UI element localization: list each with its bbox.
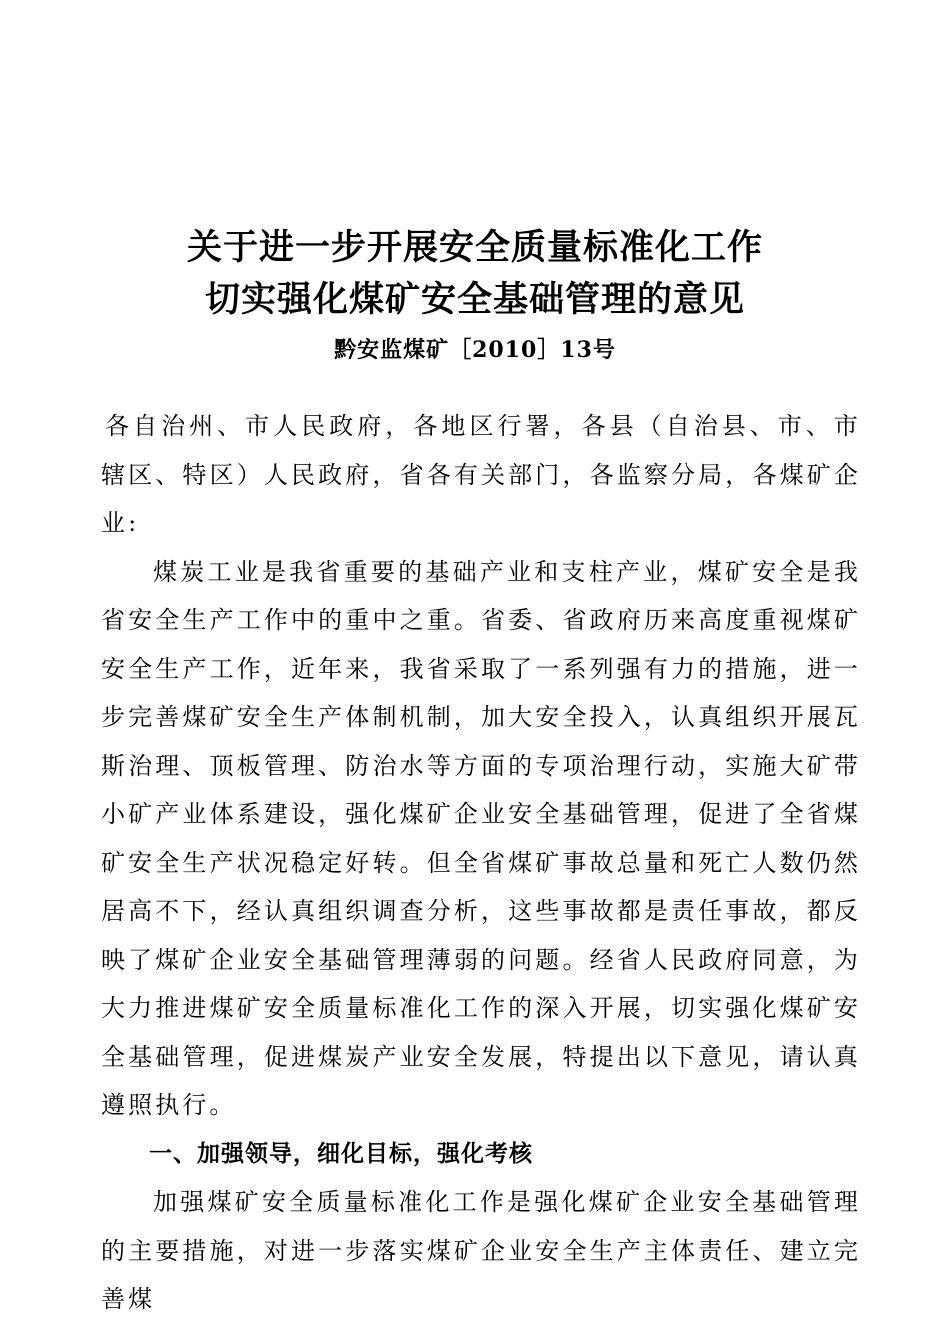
salutation: 各自治州、市人民政府，各地区行署，各县（自治县、市、市辖区、特区）人民政府，省各有关部门，各监察分局，各煤矿企业: xyxy=(101,412,861,537)
document-title-line-1: 关于进一步开展安全质量标准化工作 xyxy=(186,228,763,268)
section-heading: 一、加强领导，细化目标，强化考核 xyxy=(149,1140,533,1167)
document-title-line-2: 切实强化煤矿安全基础管理的意见 xyxy=(204,280,745,320)
title-block xyxy=(0,222,950,368)
paragraph-intro: 煤炭工业是我省重要的基础产业和支柱产业，煤矿安全是我省安全生产工作中的重中之重。省委、省政府历来高度重视煤矿安全生产工作，近年来，我省采取了一系列强有力的措施，进一步完善煤矿安全生产体制机制，加大安全投入，认真组织开展瓦斯治理、顶板管理、防治水等方面的专项治理行动，实施大矿带小矿产业体系建设，强化煤矿企业安全基础管理，促进了全省煤矿安全生产状况稳定好转。但全省煤矿事故总量和死亡人数仍然居高不下，经认真组织调查分析，这些事故都是责任事故，都反映了煤矿企业安全基础管理薄弱的问题。经省人民政府同意，为大力推进煤矿安全质量标准化工作的深入开展，切实强化煤矿安全基础管理，促进煤炭产业安全发展，特提出以下意见，请认真遵照执行。 xyxy=(101,557,861,1119)
document-number: 黔安监煤矿［2010］13号 xyxy=(334,337,616,363)
paragraph-section-1: 加强煤矿安全质量标准化工作是强化煤矿企业安全基础管理的主要措施，对进一步落实煤矿企业安全生产主体责任、建立完善煤 xyxy=(101,1188,861,1313)
document-body xyxy=(101,402,861,1324)
